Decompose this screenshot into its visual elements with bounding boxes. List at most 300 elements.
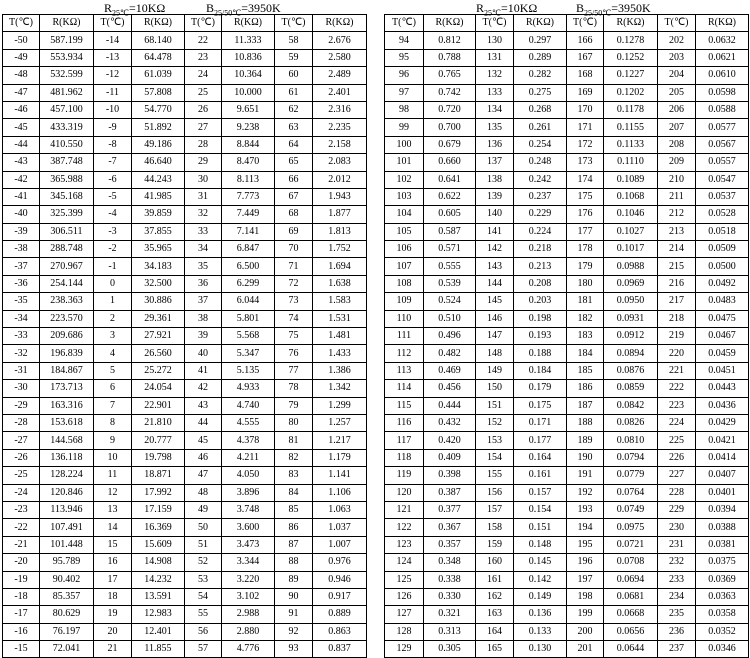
temperature-cell: 18: [94, 588, 132, 605]
resistance-cell: 0.0407: [696, 467, 749, 484]
temperature-cell: 67: [275, 188, 313, 205]
resistance-cell: 0.539: [424, 275, 476, 292]
temperature-cell: 60: [275, 67, 313, 84]
temperature-cell: -42: [3, 171, 40, 188]
temperature-cell: 23: [185, 49, 222, 66]
resistance-cell: 0.398: [424, 467, 476, 484]
resistance-cell: 553.934: [40, 49, 94, 66]
resistance-cell: 10.000: [222, 84, 275, 101]
temperature-cell: -14: [94, 32, 132, 49]
temperature-cell: 74: [275, 310, 313, 327]
resistance-cell: 0.0451: [696, 362, 749, 379]
col-header-temp: T(℃): [94, 15, 132, 32]
temperature-cell: 92: [275, 623, 313, 640]
resistance-cell: 0.0401: [696, 484, 749, 501]
resistance-cell: 13.591: [132, 588, 185, 605]
temperature-cell: 236: [658, 623, 696, 640]
resistance-cell: 90.402: [40, 571, 94, 588]
resistance-cell: 2.316: [313, 101, 367, 118]
temperature-cell: 43: [185, 397, 222, 414]
resistance-cell: 1.217: [313, 432, 367, 449]
temperature-cell: 165: [476, 641, 514, 658]
resistance-cell: 0.297: [514, 32, 567, 49]
temperature-cell: 137: [476, 154, 514, 171]
resistance-cell: 0.837: [313, 641, 367, 658]
resistance-cell: 6.044: [222, 293, 275, 310]
resistance-cell: 0.605: [424, 206, 476, 223]
temperature-cell: 222: [658, 380, 696, 397]
temperature-cell: 19: [94, 606, 132, 623]
resistance-cell: 0.203: [514, 293, 567, 310]
temperature-cell: 184: [567, 345, 604, 362]
temperature-cell: 36: [185, 275, 222, 292]
temperature-cell: -2: [94, 241, 132, 258]
resistance-cell: 16.369: [132, 519, 185, 536]
resistance-cell: 0.0694: [604, 571, 658, 588]
resistance-cell: 1.386: [313, 362, 367, 379]
resistance-cell: 0.0749: [604, 501, 658, 518]
temperature-cell: 226: [658, 449, 696, 466]
resistance-cell: 34.183: [132, 258, 185, 275]
col-header-resistance: R(KΩ): [40, 15, 94, 32]
temperature-cell: 38: [185, 310, 222, 327]
resistance-cell: 410.550: [40, 136, 94, 153]
resistance-cell: 0.0588: [696, 101, 749, 118]
temperature-cell: 234: [658, 588, 696, 605]
resistance-cell: 7.449: [222, 206, 275, 223]
temperature-cell: 146: [476, 310, 514, 327]
table-row: [385, 67, 749, 84]
temperature-cell: 9: [94, 432, 132, 449]
resistance-cell: 0.0567: [696, 136, 749, 153]
resistance-cell: 0.0632: [696, 32, 749, 49]
left-header-r-sub: 25℃: [112, 8, 129, 18]
resistance-cell: 0.0842: [604, 397, 658, 414]
temperature-cell: 65: [275, 154, 313, 171]
resistance-cell: 0.587: [424, 223, 476, 240]
temperature-cell: 57: [185, 641, 222, 658]
temperature-cell: 25: [185, 84, 222, 101]
temperature-cell: 205: [658, 84, 696, 101]
temperature-cell: 221: [658, 362, 696, 379]
temperature-cell: 97: [385, 84, 424, 101]
temperature-cell: 62: [275, 101, 313, 118]
resistance-cell: 0.0708: [604, 554, 658, 571]
table-row: [385, 501, 749, 518]
resistance-cell: 5.347: [222, 345, 275, 362]
temperature-cell: 207: [658, 119, 696, 136]
temperature-cell: 232: [658, 554, 696, 571]
resistance-cell: 0.188: [514, 345, 567, 362]
resistance-cell: 0.254: [514, 136, 567, 153]
col-header-resistance: R(KΩ): [132, 15, 185, 32]
temperature-cell: -4: [94, 206, 132, 223]
table-row: [385, 467, 749, 484]
temperature-cell: 190: [567, 449, 604, 466]
temperature-cell: 90: [275, 588, 313, 605]
resistance-cell: 254.144: [40, 275, 94, 292]
temperature-cell: -20: [3, 554, 40, 571]
resistance-cell: 0.161: [514, 467, 567, 484]
resistance-cell: 17.159: [132, 501, 185, 518]
table-row: [385, 188, 749, 205]
temperature-cell: 175: [567, 188, 604, 205]
resistance-cell: 0.0810: [604, 432, 658, 449]
temperature-cell: 46: [185, 449, 222, 466]
temperature-cell: -10: [94, 101, 132, 118]
temperature-cell: 173: [567, 154, 604, 171]
resistance-cell: 0.289: [514, 49, 567, 66]
resistance-cell: 3.344: [222, 554, 275, 571]
resistance-cell: 0.555: [424, 258, 476, 275]
left-header-b-letter: B: [206, 1, 215, 15]
temperature-cell: 129: [385, 641, 424, 658]
temperature-cell: 48: [185, 484, 222, 501]
temperature-cell: 155: [476, 467, 514, 484]
temperature-cell: 113: [385, 362, 424, 379]
resistance-cell: 0.1027: [604, 223, 658, 240]
resistance-cell: 0.348: [424, 554, 476, 571]
resistance-cell: 0.0876: [604, 362, 658, 379]
table-row: [3, 258, 367, 275]
temperature-cell: 50: [185, 519, 222, 536]
temperature-cell: 130: [476, 32, 514, 49]
resistance-cell: 4.211: [222, 449, 275, 466]
table-row: [3, 119, 367, 136]
temperature-cell: 199: [567, 606, 604, 623]
resistance-cell: 4.378: [222, 432, 275, 449]
temperature-cell: 139: [476, 188, 514, 205]
temperature-cell: 103: [385, 188, 424, 205]
resistance-cell: 0.0436: [696, 397, 749, 414]
temperature-cell: -47: [3, 84, 40, 101]
temperature-cell: -35: [3, 293, 40, 310]
temperature-cell: 153: [476, 432, 514, 449]
temperature-cell: 197: [567, 571, 604, 588]
temperature-cell: 183: [567, 328, 604, 345]
temperature-cell: -9: [94, 119, 132, 136]
temperature-cell: -39: [3, 223, 40, 240]
temperature-cell: 172: [567, 136, 604, 153]
resistance-cell: 44.243: [132, 171, 185, 188]
resistance-cell: 0.0975: [604, 519, 658, 536]
table-row: [385, 241, 749, 258]
table-row: [3, 310, 367, 327]
table-row: [385, 101, 749, 118]
table-row: [385, 571, 749, 588]
resistance-cell: 0.679: [424, 136, 476, 153]
resistance-cell: 144.568: [40, 432, 94, 449]
resistance-cell: 0.765: [424, 67, 476, 84]
temperature-cell: 131: [476, 49, 514, 66]
col-header-temp: T(℃): [185, 15, 222, 32]
table-row: [385, 293, 749, 310]
resistance-cell: 1.106: [313, 484, 367, 501]
resistance-cell: 0.432: [424, 414, 476, 431]
table-row: [3, 449, 367, 466]
temperature-cell: -26: [3, 449, 40, 466]
temperature-cell: 201: [567, 641, 604, 658]
temperature-cell: 105: [385, 223, 424, 240]
right-resistance-table: [384, 14, 749, 658]
temperature-cell: -5: [94, 188, 132, 205]
resistance-cell: 0.149: [514, 588, 567, 605]
temperature-cell: 29: [185, 154, 222, 171]
temperature-cell: 133: [476, 84, 514, 101]
temperature-cell: 3: [94, 328, 132, 345]
left-header-r-letter: R: [104, 1, 113, 15]
resistance-cell: 107.491: [40, 519, 94, 536]
resistance-cell: 64.478: [132, 49, 185, 66]
col-header-temp: T(℃): [658, 15, 696, 32]
resistance-cell: 2.676: [313, 32, 367, 49]
resistance-cell: 0.0346: [696, 641, 749, 658]
temperature-cell: 211: [658, 188, 696, 205]
resistance-cell: 0.1046: [604, 206, 658, 223]
resistance-cell: 0.409: [424, 449, 476, 466]
temperature-cell: 61: [275, 84, 313, 101]
table-row: [385, 362, 749, 379]
temperature-cell: -23: [3, 501, 40, 518]
temperature-cell: 1: [94, 293, 132, 310]
resistance-cell: 0.0644: [604, 641, 658, 658]
resistance-cell: 0.268: [514, 101, 567, 118]
resistance-cell: 306.511: [40, 223, 94, 240]
resistance-cell: 7.773: [222, 188, 275, 205]
resistance-cell: 0.0912: [604, 328, 658, 345]
resistance-cell: 18.871: [132, 467, 185, 484]
temperature-cell: 104: [385, 206, 424, 223]
table-row: [3, 362, 367, 379]
resistance-cell: 0.1252: [604, 49, 658, 66]
temperature-cell: 17: [94, 571, 132, 588]
temperature-cell: 215: [658, 258, 696, 275]
temperature-cell: 78: [275, 380, 313, 397]
temperature-cell: 141: [476, 223, 514, 240]
resistance-cell: 0.282: [514, 67, 567, 84]
temperature-cell: 231: [658, 536, 696, 553]
resistance-cell: 2.235: [313, 119, 367, 136]
temperature-cell: 235: [658, 606, 696, 623]
resistance-cell: 12.983: [132, 606, 185, 623]
temperature-cell: 227: [658, 467, 696, 484]
temperature-cell: 111: [385, 328, 424, 345]
temperature-cell: 84: [275, 484, 313, 501]
resistance-cell: 0.0598: [696, 84, 749, 101]
temperature-cell: 136: [476, 136, 514, 153]
temperature-cell: -34: [3, 310, 40, 327]
table-row: [385, 310, 749, 327]
resistance-cell: 0.0492: [696, 275, 749, 292]
resistance-cell: 3.748: [222, 501, 275, 518]
table-row: [3, 467, 367, 484]
resistance-cell: 0.177: [514, 432, 567, 449]
temperature-cell: 80: [275, 414, 313, 431]
temperature-cell: 27: [185, 119, 222, 136]
table-row: [3, 536, 367, 553]
resistance-cell: 0.148: [514, 536, 567, 553]
resistance-cell: 0.1133: [604, 136, 658, 153]
right-table-header-row: [385, 15, 749, 32]
temperature-cell: 63: [275, 119, 313, 136]
temperature-cell: 0: [94, 275, 132, 292]
temperature-cell: 98: [385, 101, 424, 118]
temperature-cell: 24: [185, 67, 222, 84]
resistance-cell: 0.305: [424, 641, 476, 658]
resistance-cell: 32.500: [132, 275, 185, 292]
resistance-cell: 0.660: [424, 154, 476, 171]
resistance-cell: 0.151: [514, 519, 567, 536]
resistance-cell: 3.102: [222, 588, 275, 605]
resistance-cell: 68.140: [132, 32, 185, 49]
table-row: [385, 397, 749, 414]
table-row: [385, 206, 749, 223]
table-row: [385, 519, 749, 536]
temperature-cell: 143: [476, 258, 514, 275]
table-row: [3, 275, 367, 292]
temperature-cell: 100: [385, 136, 424, 153]
temperature-cell: 167: [567, 49, 604, 66]
temperature-cell: 148: [476, 345, 514, 362]
temperature-cell: 87: [275, 536, 313, 553]
resistance-cell: 35.965: [132, 241, 185, 258]
resistance-cell: 0.641: [424, 171, 476, 188]
resistance-cell: 433.319: [40, 119, 94, 136]
resistance-cell: 1.037: [313, 519, 367, 536]
resistance-cell: 8.470: [222, 154, 275, 171]
table-row: [3, 484, 367, 501]
resistance-cell: 3.600: [222, 519, 275, 536]
temperature-cell: 164: [476, 623, 514, 640]
temperature-cell: -36: [3, 275, 40, 292]
table-row: [385, 623, 749, 640]
temperature-cell: 132: [476, 67, 514, 84]
col-header-temp: T(℃): [275, 15, 313, 32]
resistance-cell: 19.798: [132, 449, 185, 466]
temperature-cell: 200: [567, 623, 604, 640]
resistance-cell: 8.844: [222, 136, 275, 153]
resistance-cell: 30.886: [132, 293, 185, 310]
temperature-cell: -38: [3, 241, 40, 258]
temperature-cell: 99: [385, 119, 424, 136]
temperature-cell: -50: [3, 32, 40, 49]
resistance-cell: 4.776: [222, 641, 275, 658]
temperature-cell: 195: [567, 536, 604, 553]
resistance-cell: 1.257: [313, 414, 367, 431]
resistance-cell: 1.179: [313, 449, 367, 466]
resistance-cell: 288.748: [40, 241, 94, 258]
resistance-cell: 9.238: [222, 119, 275, 136]
resistance-cell: 0.313: [424, 623, 476, 640]
resistance-cell: 0.357: [424, 536, 476, 553]
resistance-cell: 0.0610: [696, 67, 749, 84]
resistance-cell: 0.0681: [604, 588, 658, 605]
resistance-cell: 0.213: [514, 258, 567, 275]
temperature-cell: -13: [94, 49, 132, 66]
resistance-cell: 0.164: [514, 449, 567, 466]
temperature-cell: 204: [658, 67, 696, 84]
resistance-cell: 136.118: [40, 449, 94, 466]
right-header-b-sub: 25/50℃: [584, 8, 612, 18]
resistance-cell: 1.299: [313, 397, 367, 414]
table-row: [3, 554, 367, 571]
table-row: [385, 554, 749, 571]
temperature-cell: 225: [658, 432, 696, 449]
temperature-cell: 7: [94, 397, 132, 414]
resistance-cell: 0.0421: [696, 432, 749, 449]
resistance-cell: 17.992: [132, 484, 185, 501]
temperature-cell: 187: [567, 397, 604, 414]
temperature-cell: 122: [385, 519, 424, 536]
table-row: [3, 623, 367, 640]
temperature-cell: 189: [567, 432, 604, 449]
temperature-cell: 237: [658, 641, 696, 658]
temperature-cell: 118: [385, 449, 424, 466]
col-header-resistance: R(KΩ): [514, 15, 567, 32]
resistance-cell: 72.041: [40, 641, 94, 658]
resistance-cell: 0.0500: [696, 258, 749, 275]
resistance-cell: 0.237: [514, 188, 567, 205]
temperature-cell: -15: [3, 641, 40, 658]
temperature-cell: 188: [567, 414, 604, 431]
resistance-cell: 20.777: [132, 432, 185, 449]
right-table-body: [385, 32, 749, 658]
resistance-cell: 0.456: [424, 380, 476, 397]
temperature-cell: 174: [567, 171, 604, 188]
temperature-cell: 8: [94, 414, 132, 431]
table-row: [385, 484, 749, 501]
temperature-cell: -40: [3, 206, 40, 223]
resistance-cell: 120.846: [40, 484, 94, 501]
resistance-cell: 270.967: [40, 258, 94, 275]
temperature-cell: 114: [385, 380, 424, 397]
temperature-cell: 28: [185, 136, 222, 153]
temperature-cell: 213: [658, 223, 696, 240]
resistance-cell: 0.171: [514, 414, 567, 431]
temperature-cell: 79: [275, 397, 313, 414]
resistance-cell: 4.740: [222, 397, 275, 414]
temperature-cell: -46: [3, 101, 40, 118]
col-header-temp: T(℃): [385, 15, 424, 32]
temperature-cell: 220: [658, 345, 696, 362]
resistance-cell: 0.0381: [696, 536, 749, 553]
temperature-cell: 117: [385, 432, 424, 449]
temperature-cell: -49: [3, 49, 40, 66]
col-header-resistance: R(KΩ): [222, 15, 275, 32]
temperature-cell: -32: [3, 345, 40, 362]
table-row: [385, 223, 749, 240]
temperature-cell: 224: [658, 414, 696, 431]
temperature-cell: 209: [658, 154, 696, 171]
table-row: [3, 519, 367, 536]
table-row: [3, 206, 367, 223]
resistance-cell: 0.367: [424, 519, 476, 536]
resistance-cell: 4.933: [222, 380, 275, 397]
resistance-cell: 0.0859: [604, 380, 658, 397]
table-row: [3, 414, 367, 431]
resistance-cell: 8.113: [222, 171, 275, 188]
resistance-cell: 0.700: [424, 119, 476, 136]
resistance-cell: 532.599: [40, 67, 94, 84]
resistance-cell: 10.364: [222, 67, 275, 84]
temperature-cell: 44: [185, 414, 222, 431]
resistance-cell: 0.0547: [696, 171, 749, 188]
temperature-cell: 52: [185, 554, 222, 571]
resistance-cell: 4.555: [222, 414, 275, 431]
temperature-cell: 127: [385, 606, 424, 623]
resistance-cell: 24.054: [132, 380, 185, 397]
resistance-cell: 2.988: [222, 606, 275, 623]
